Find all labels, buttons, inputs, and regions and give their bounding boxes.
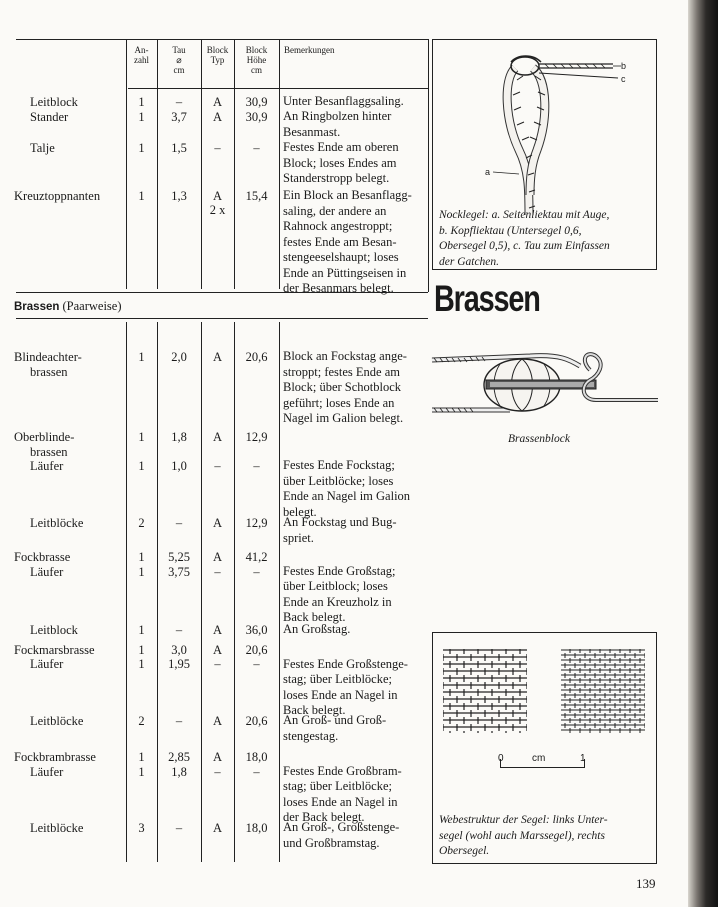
cell-typ: – [214,765,221,779]
cell-hoehe: 30,9 [245,110,268,124]
row-label-cont: Läufer [30,765,64,779]
cell-typ: A [212,750,223,764]
remark-line: über Leitblock; loses [283,579,388,593]
cell-hoehe: 36,0 [245,623,268,637]
cell-remarks [283,641,433,719]
row-label: Blindeachter- [14,350,82,364]
caption-line: Obersegel. [439,845,490,857]
row-label: Oberblinde- [14,430,75,444]
cell-hoehe: 12,9 [245,516,268,530]
remark-line: der Back belegt. [283,810,365,824]
remark-line: An Fockstag und Bug- [283,515,397,529]
caption-line: der Gatchen. [439,255,500,268]
row-label: Talje [30,141,55,155]
row-label: Leitblöcke [30,821,84,835]
remark-line: Block an Fockstag ange- [283,349,407,363]
row-label: Fockmarsbrasse [14,643,95,657]
row-label: Fockbrambrasse [14,750,96,764]
cell-tau: – [175,623,183,637]
row-label: Läufer [30,459,64,473]
remark-line: stengeeselshaupt; loses [283,250,399,264]
remark-line: Ende an Püttingseisen in [283,265,407,280]
cell-tau: 5,25 [168,550,190,564]
cell-anzahl: 1 [138,643,145,657]
caption-line: b. Kopfliektau (Untersegel 0,6, [439,224,582,237]
col-hoehe-line3: cm [251,65,262,75]
col-anzahl-line2: zahl [134,55,149,65]
caption-line: Obersegel 0,5), c. Tau zum Einfassen [439,240,610,252]
section-title: Brassen [14,301,60,313]
row-label: Leitblöcke [30,516,84,530]
cell-anzahl: 1 [138,350,145,364]
cell-tau: 3,75 [168,565,190,579]
cell-typ: A [212,189,223,203]
cell-tau: 1,8 [171,430,187,444]
remark-line: An Groß-, Großstenge- [283,820,400,834]
cell-hoehe: 12,9 [245,430,268,444]
remark-line: Standerstropp belegt. [283,171,390,185]
cell-remarks [283,748,433,826]
cell-typ: A [212,821,223,835]
cell-remarks [283,515,433,546]
remark-line: Nagel im Galion belegt. [283,411,404,425]
col-anzahl-line1: An- [134,45,149,55]
cell-hoehe: 18,0 [245,821,268,835]
rope-label-a: a [485,167,491,177]
cell-typ: A [212,623,223,637]
cell-typ: A [212,643,223,657]
remark-line: Block; über Schotblock [283,380,402,394]
cell-tau: – [175,516,183,530]
nocklegel-figure [432,39,657,270]
remark-line: loses Ende an Nagel in [283,687,398,702]
section-suffix: (Paarweise) [59,299,122,313]
cell-tau: 3,7 [171,110,187,124]
remark-line: stag; über Leitblöcke; [283,779,392,793]
cell-anzahl: 1 [138,95,145,109]
cell-hoehe: 20,6 [245,643,268,657]
rope-label-c: c [621,74,626,84]
cell-remarks [283,109,433,140]
col-tau-line3: cm [173,65,185,75]
remark-line: Back belegt. [283,703,346,717]
col-hoehe-line2: Höhe [246,55,267,65]
row-label: Kreuztoppnanten [14,189,101,203]
cell-anzahl: 2 [138,714,145,728]
cell-anzahl: 1 [138,765,145,779]
cell-remarks [283,188,433,297]
remark-line: und Großbramstag. [283,835,380,850]
cell-tau: – [175,95,183,109]
cell-tau: 2,0 [171,350,187,364]
remark-line: An Ringbolzen hinter [283,109,392,123]
row-label-cont: Läufer [30,565,64,579]
cell-typ: A [212,430,223,444]
row-label: Leitblöcke [30,714,84,728]
cell-tau: 3,0 [171,643,187,657]
cell-hoehe: 18,0 [245,750,268,764]
remark-line: Back belegt. [283,610,346,624]
remark-line: Festes Ende am oberen [283,140,399,154]
row-label-cont: brassen [30,365,68,379]
cell-hoehe: 30,9 [245,95,268,109]
cell-remarks [283,622,433,638]
cell-typ: A [212,110,223,124]
cell-hoehe: 20,6 [245,714,268,728]
row-label-cont: brassen [30,445,68,459]
cell-anzahl: 1 [138,459,145,473]
weave-pattern-illustration [433,633,656,753]
remark-line: belegt. [283,504,317,519]
cell-typ: – [214,657,221,671]
cell-typ: A [212,714,223,728]
cell-tau: 1,8 [171,765,187,779]
brassenblock-caption: Brassenblock [508,433,570,445]
cell-anzahl: 1 [138,623,145,637]
remark-line [283,641,433,657]
remark-line: Ein Block an Besanflagg- [283,188,412,202]
scale-bar [498,753,586,777]
cell-tau: – [175,714,183,728]
remark-line: Block; loses Endes am [283,155,397,170]
remark-line [283,748,433,764]
remark-line: Festes Ende Großstag; [283,563,396,578]
remark-line: Ende an Kreuzholz in [283,594,392,609]
row-label: Stander [30,110,69,124]
cell-remarks [283,349,433,427]
remark-line: Ende an Nagel im Galion [283,489,411,503]
remark-line: Unter Besanflaggsaling. [283,94,404,108]
cell-tau: – [175,821,183,835]
row-label: Leitblock [30,95,78,109]
brassen-heading: Brassen [434,278,540,319]
cell-anzahl: 3 [138,821,145,835]
cell-typ: A [212,550,223,564]
scale-one: 1 [580,753,586,764]
section-heading [14,299,122,314]
remark-line: Rahnock angestroppt; [283,219,393,233]
page-number: 139 [636,876,656,891]
cell-anzahl: 1 [138,189,145,203]
cell-hoehe: 20,6 [245,350,268,364]
remark-line: stroppt; festes Ende am [283,364,400,379]
cell-typ-count: 2 x [209,203,226,217]
remark-line: Festes Ende Großbram- [283,763,402,778]
cell-remarks [283,458,433,520]
caption-line: Nocklegel: a. Seitenliektau mit Auge, [439,209,610,221]
cell-hoehe: – [253,141,260,155]
cell-tau: 1,0 [171,459,187,473]
remark-line: An Groß- und Groß- [283,713,387,727]
cell-anzahl: 1 [138,110,145,124]
remark-line: stag; über Leitblöcke; [283,672,392,686]
remark-line: saling, der andere an [283,203,387,218]
cell-tau: 2,85 [168,750,190,764]
col-typ-line2: Typ [210,55,225,65]
scale-zero: 0 [498,753,504,764]
cell-anzahl: 1 [138,657,145,671]
remark-line: der Besanmars belegt. [283,281,394,295]
cell-remarks [283,140,433,187]
remark-line: spriet. [283,530,314,545]
row-label-cont: Läufer [30,657,64,671]
cell-hoehe: – [253,565,260,579]
brassenblock-illustration [430,340,660,420]
cell-hoehe: – [253,459,260,473]
col-typ-line1: Block [206,45,229,55]
remark-line: geführt; loses Ende an [283,395,395,410]
remark-line: Festes Ende Fockstag; [283,458,395,472]
col-bemerkungen: Bemerkungen [284,45,335,55]
remark-line: festes Ende am Besan- [283,234,397,249]
cell-hoehe: – [253,765,260,779]
cell-typ: A [212,350,223,364]
cell-remarks [283,820,433,851]
cell-remarks [283,94,433,110]
row-label: Fockbrasse [14,550,71,564]
cell-typ: – [214,141,221,155]
remark-line: über Leitblöcke; loses [283,473,394,488]
rope-label-b: b [621,61,627,71]
cell-anzahl: 1 [138,141,145,155]
cell-typ: – [214,565,221,579]
cell-anzahl: 1 [138,565,145,579]
col-tau-line1: Tau [172,45,186,55]
caption-line: Webestruktur der Segel: links Unter- [439,814,608,826]
remark-line: loses Ende an Nagel in [283,794,398,809]
remark-line: Besanmast. [283,124,341,139]
cell-typ: A [212,516,223,530]
caption-line: segel (wohl auch Marssegel), rechts [439,829,605,842]
cell-typ: A [212,95,223,109]
cell-hoehe: 41,2 [245,550,268,564]
remark-line: stengestag. [283,728,339,743]
row-label: Leitblock [30,623,78,637]
cell-anzahl: 2 [138,516,145,530]
remark-line: Festes Ende Großstenge- [283,656,408,671]
cell-tau: 1,3 [171,189,187,203]
weave-caption [439,813,608,860]
cell-hoehe: 15,4 [245,189,268,203]
cell-anzahl: 1 [138,750,145,764]
weave-figure [432,632,657,864]
cell-hoehe: – [253,657,260,671]
col-hoehe-line1: Block [245,45,268,55]
remark-line [283,548,433,564]
col-tau-line2: ⌀ [176,55,182,65]
scale-unit: cm [532,753,546,764]
cell-tau: 1,5 [171,141,187,155]
cell-typ: – [214,459,221,473]
cell-tau: 1,95 [168,657,190,671]
cell-remarks [283,713,433,744]
nocklegel-caption [439,208,610,270]
book-spine [688,0,718,907]
remark-line: An Großstag. [283,622,351,636]
cell-anzahl: 1 [138,550,145,564]
cell-remarks [283,548,433,626]
cell-anzahl: 1 [138,430,145,444]
